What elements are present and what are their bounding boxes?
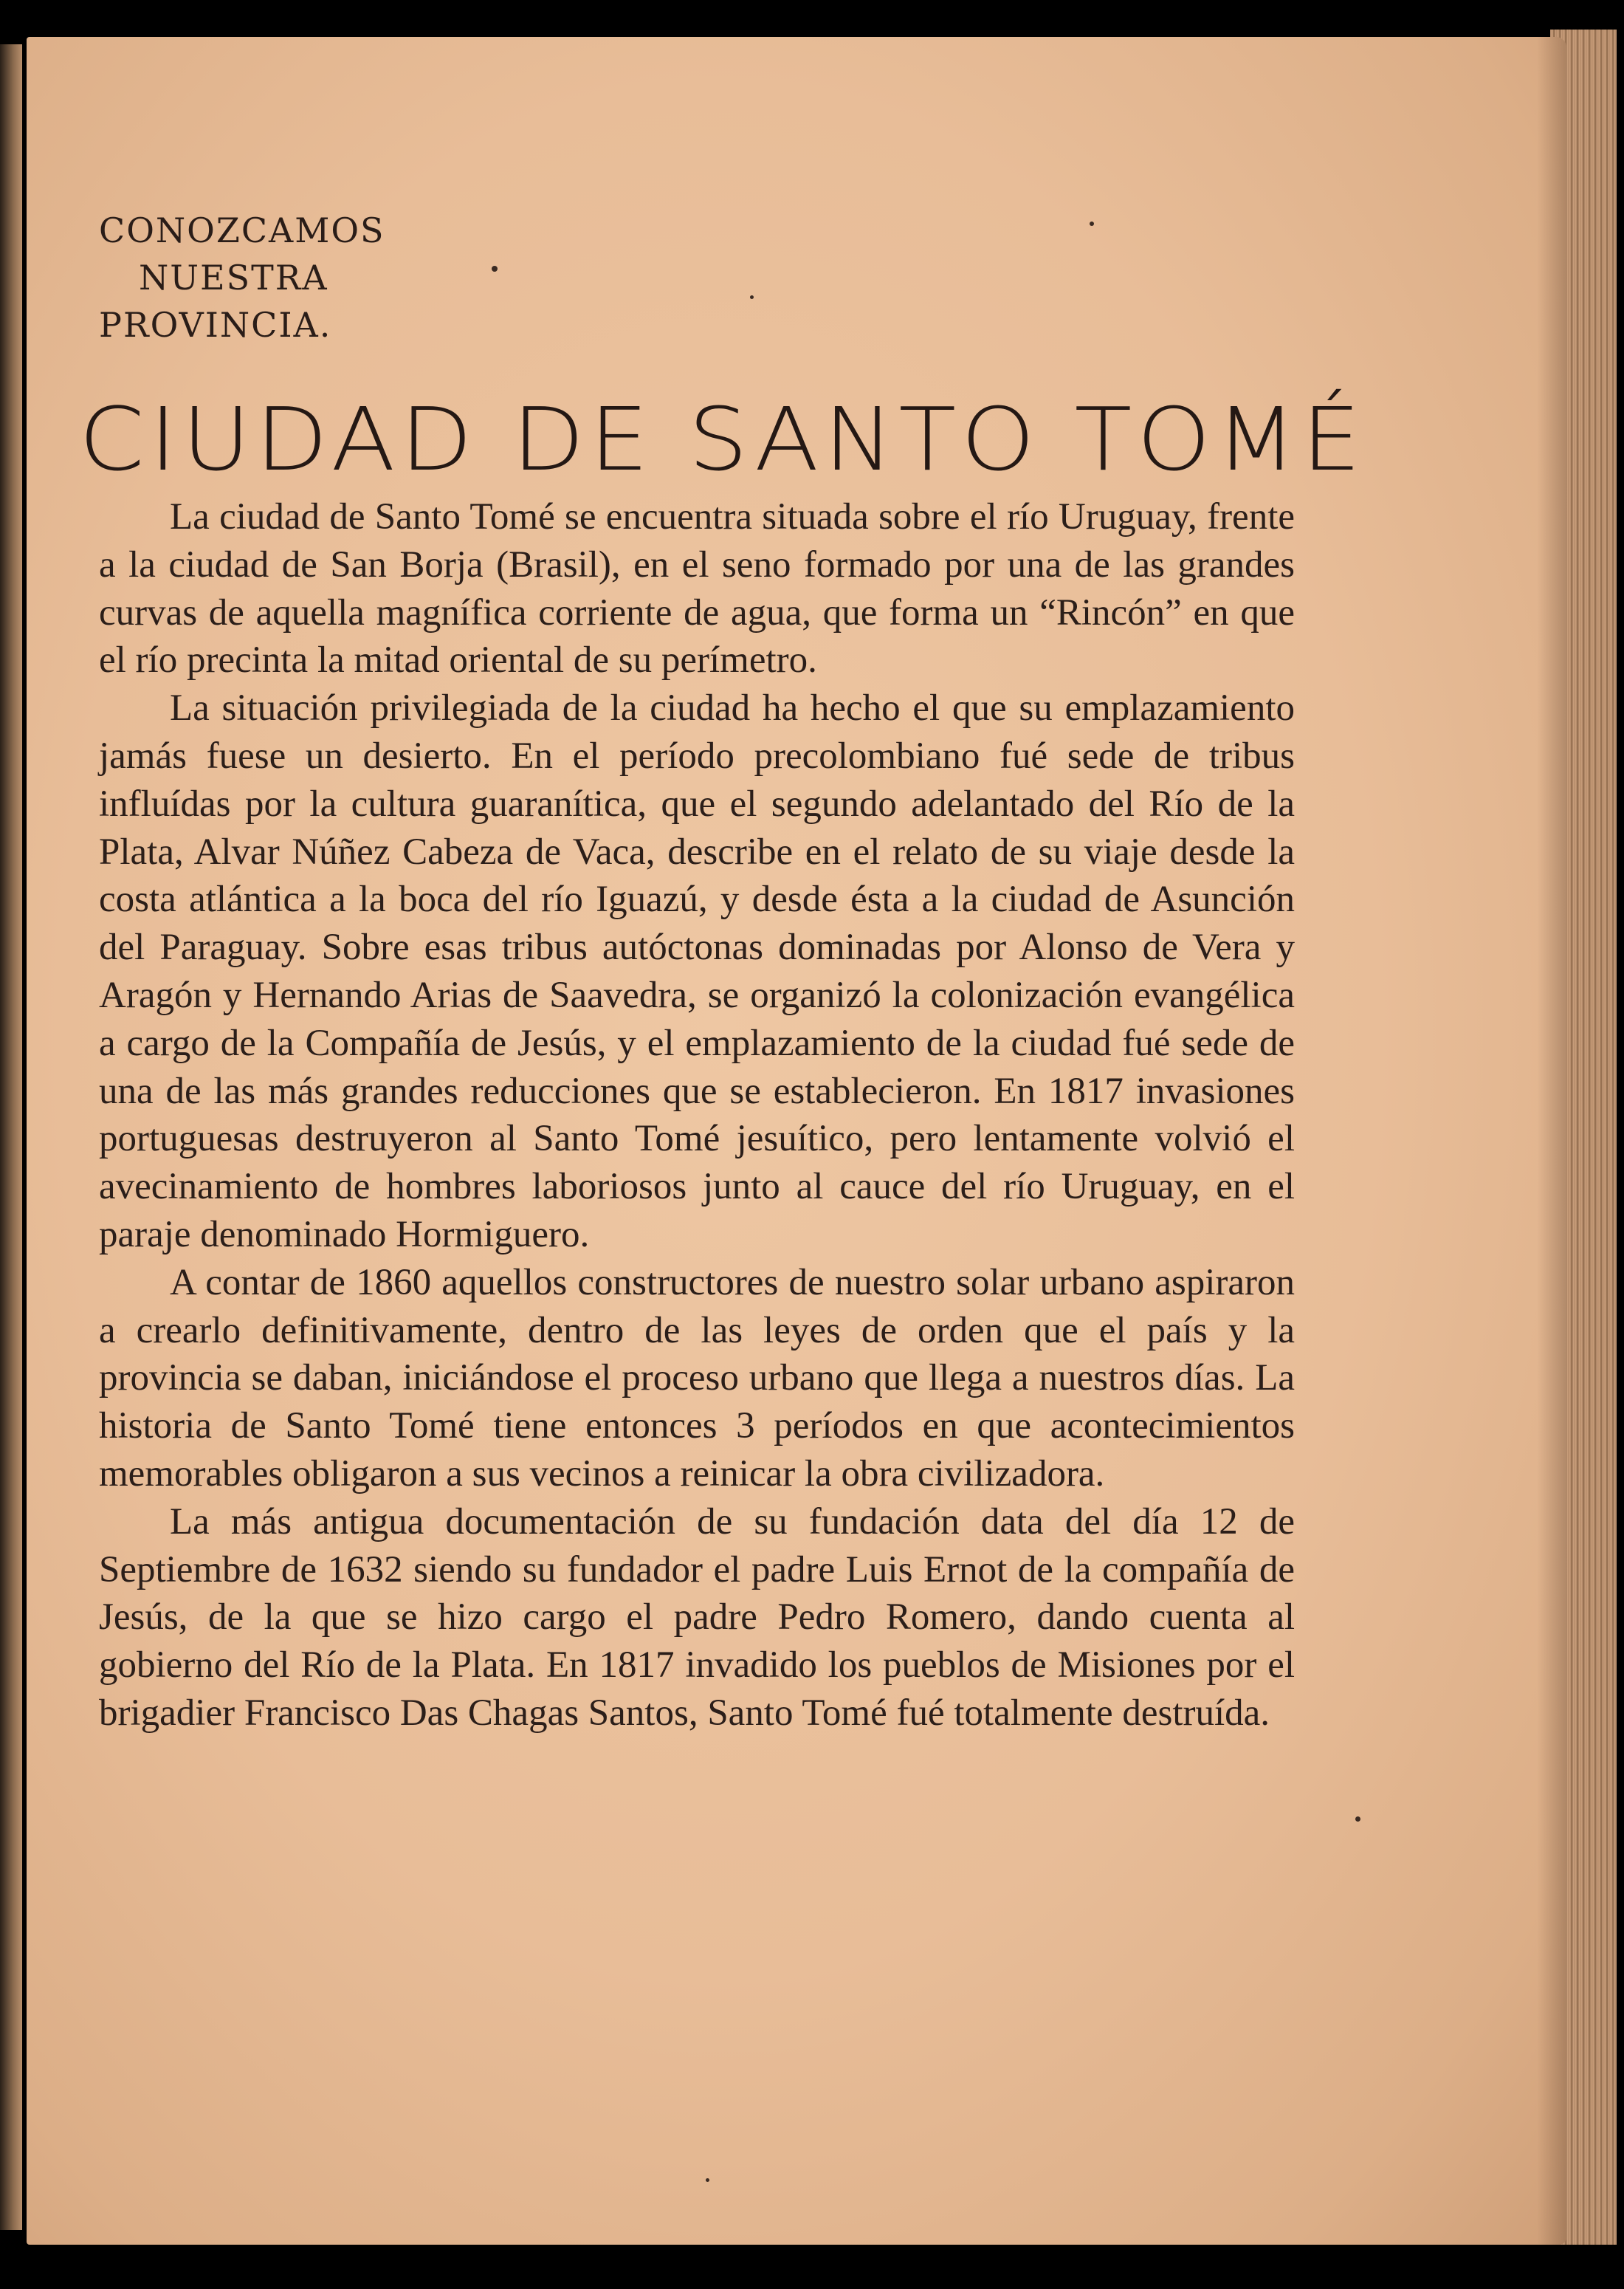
article-body bbox=[99, 493, 1295, 1737]
book-page bbox=[27, 37, 1566, 2245]
speck bbox=[750, 295, 754, 299]
paragraph: La más antigua documentación de su fundación data del día 12 de Septiembre de 1632 siendo su fundador el padre Luis Ernot de la compañía de Jesús, de la que se hizo cargo el padre Pedro Romero, dando cuenta al gobierno del Río de la Plata. En 1817 invadido los pueblos de Misiones por el brigadier Francisco Das Chagas Santos, Santo Tomé fué totalmente destruída. bbox=[99, 1500, 1295, 1734]
speck bbox=[706, 2178, 709, 2182]
series-heading bbox=[99, 207, 385, 349]
speck bbox=[492, 266, 498, 272]
paragraph: La ciudad de Santo Tomé se encuentra situada sobre el río Uruguay, frente a la ciudad de San Borja (Brasil), en el seno formado por una de las grandes curvas de aquella magnífica corriente de agua, que forma un “Rincón” en que el río precinta la mitad oriental de su perímetro. bbox=[99, 496, 1295, 682]
adjacent-page-edge bbox=[0, 44, 22, 2230]
speck bbox=[1090, 222, 1094, 226]
series-line-2: NUESTRA bbox=[139, 258, 328, 298]
page-title: CIUDAD DE SANTO TOMÉ bbox=[78, 388, 1366, 490]
series-line-1: CONOZCAMOS bbox=[99, 210, 385, 250]
series-line-3: PROVINCIA. bbox=[99, 305, 332, 345]
paragraph: La situación privilegiada de la ciudad ha hecho el que su emplazamiento jamás fuese un desierto. En el período precolombiano fué sede de tribus influídas por la cultura guaranítica, que el segundo adelantado del Río de la Plata, Alvar Núñez Cabeza de Vaca, describe en el relato de su viaje desde la costa atlántica a la boca del río Iguazú, y desde ésta a la ciudad de Asunción del Paraguay. Sobre esas tribus autóctonas dominadas por Alonso de Vera y Aragón y Hernando Arias de Saavedra, se organizó la colonización evangélica a cargo de la Compañía de Jesús, y el emplazamiento de la ciudad fué sede de una de las más grandes reducciones que se establecieron. En 1817 invasiones portuguesas destruyeron al Santo Tomé jesuítico, pero lentamente volvió el avecinamiento de hombres laboriosos junto al cauce del río Uruguay, en el paraje denominado Hormiguero. bbox=[99, 687, 1295, 1255]
paragraph: A contar de 1860 aquellos constructores de nuestro solar urbano aspiraron a crearlo definitivamente, dentro de las leyes de orden que el país y la provincia se daban, iniciándose el proceso urbano que llega a nuestros días. La historia de Santo Tomé tiene entonces 3 períodos en que acontecimientos memorables obligaron a sus vecinos a reinicar la obra civilizadora. bbox=[99, 1261, 1295, 1494]
speck bbox=[1355, 1816, 1360, 1822]
